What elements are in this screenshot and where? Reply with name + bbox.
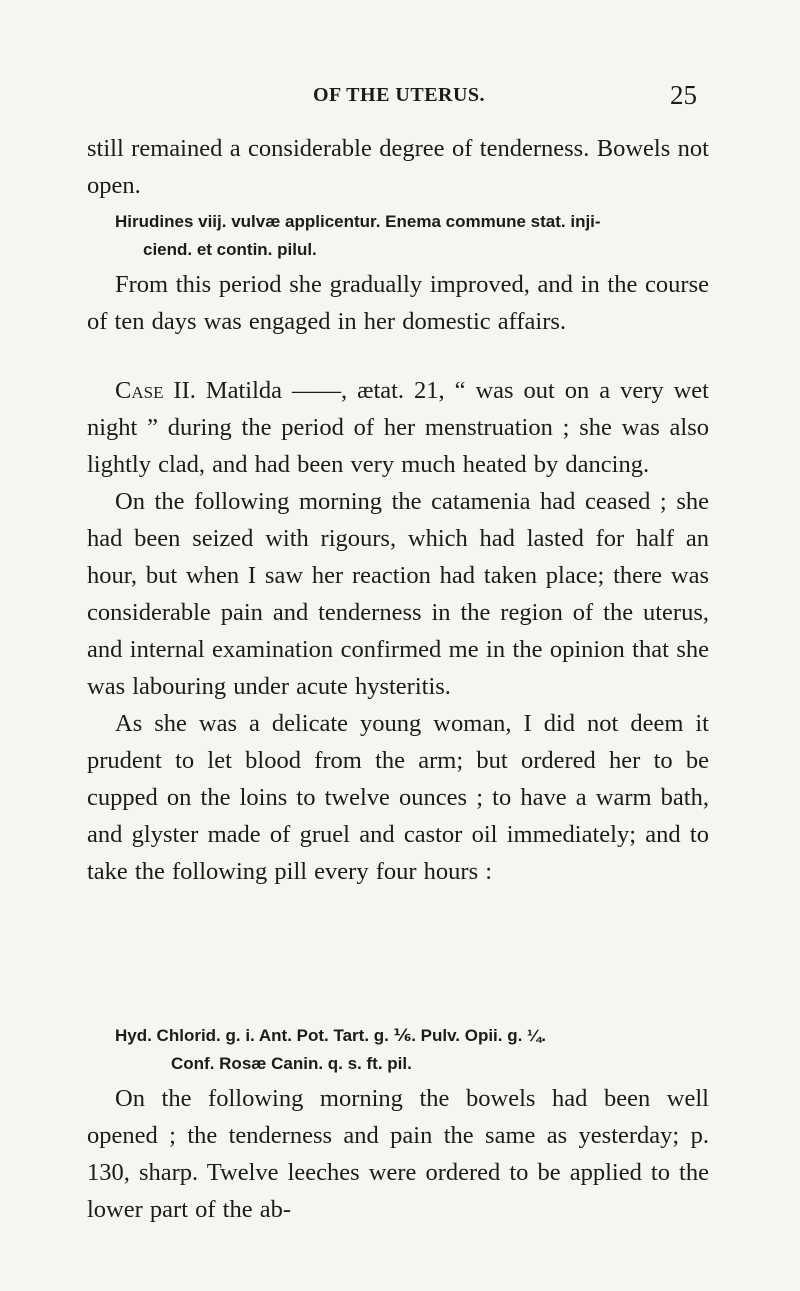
text-block-1 — [87, 130, 709, 204]
case-heading: Case II. — [115, 377, 196, 404]
prescription-block-2 — [87, 1022, 709, 1078]
paragraph-catamenia: On the following morning the catamenia had ceased ; she had been seized with rigours, which had lasted for half an hour, but when I saw her reaction had taken place; there was considerable pain and tenderness in the region of the uterus, and internal examination confirmed me in the opinion that she was labouring under acute hysteritis. — [87, 488, 709, 700]
running-title: OF THE UTERUS. — [313, 84, 486, 106]
prescription-1-line-2: ciend. et contin. pilul. — [143, 240, 317, 259]
prescription-block-1 — [87, 208, 709, 264]
text-block-3 — [87, 372, 709, 890]
prescription-1 — [87, 208, 709, 264]
prescription-1-line-1: Hirudines viij. vulvæ applicentur. Enema commune stat. inji- — [115, 212, 601, 231]
paragraph-following-morning: On the following morning the bowels had been well opened ; the tenderness and pain the same as yesterday; p. 130, sharp. Twelve leeches were ordered to be applied to the lower part of the ab- — [87, 1085, 709, 1223]
paragraph-recovery: From this period she gradually improved, and in the course of ten days was engaged in her domestic affairs. — [87, 271, 709, 335]
paragraph-continued: still remained a considerable degree of tenderness. Bowels not open. — [87, 135, 709, 199]
text-block-2 — [87, 266, 709, 340]
prescription-2 — [87, 1022, 709, 1078]
paragraph-treatment: As she was a delicate young woman, I did not deem it prudent to let blood from the arm; but ordered her to be cupped on the loins to twelve ounces ; to have a warm bath, and glyster made of gruel and castor oil immediately; and to take the following pill every four hours : — [87, 710, 709, 885]
paragraph-case-two — [87, 372, 709, 483]
case-two-text: Matilda ——, ætat. 21, “ was out on a very wet night ” during the period of her menstruation ; she was also lightly clad, and had been very much heated by dancing. — [87, 377, 709, 478]
prescription-2-line-2: Conf. Rosæ Canin. q. s. ft. pil. — [171, 1054, 412, 1073]
prescription-2-line-1: Hyd. Chlorid. g. i. Ant. Pot. Tart. g. ⅙. Pulv. Opii. g. ¼. — [115, 1026, 546, 1045]
page-number: 25 — [670, 80, 697, 110]
text-block-4 — [87, 1080, 709, 1228]
